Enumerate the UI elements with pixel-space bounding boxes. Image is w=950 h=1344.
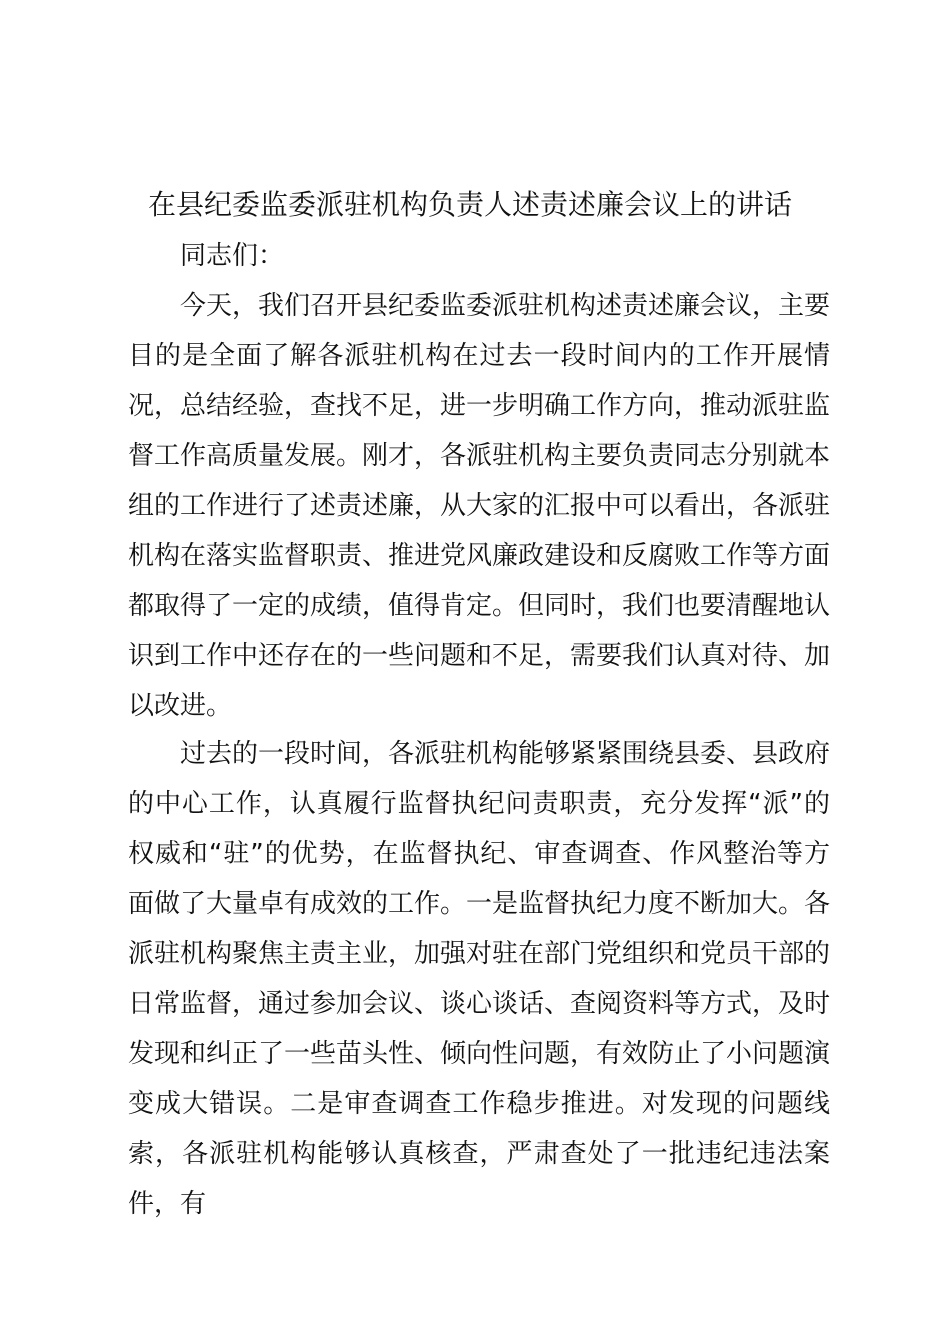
paragraph-2: 过去的一段时间，各派驻机构能够紧紧围绕县委、县政府的中心工作，认真履行监督执纪问责职责，充分发挥“派”的权威和“驻”的优势，在监督执纪、审查调查、作风整治等方面做了大量卓有成效的工作。一是监督执纪力度不断加大。各派驻机构聚焦主责主业，加强对驻在部门党组织和党员干部的日常监督，通过参加会议、谈心谈话、查阅资料等方式，及时发现和纠正了一些苗头性、倾向性问题，有效防止了小问题演变成大错误。二是审查调查工作稳步推进。对发现的问题线索，各派驻机构能够认真核查，严肃查处了一批违纪违法案件，有 — [128, 739, 831, 1219]
salutation: 同志们： — [180, 241, 285, 271]
paragraph-1: 今天，我们召开县纪委监委派驻机构述责述廉会议，主要目的是全面了解各派驻机构在过去一段时间内的工作开展情况，总结经验，查找不足，进一步明确工作方向，推动派驻监督工作高质量发展。刚才，各派驻机构主要负责同志分别就本组的工作进行了述责述廉，从大家的汇报中可以看出，各派驻机构在落实监督职责、推进党风廉政建设和反腐败工作等方面都取得了一定的成绩，值得肯定。但同时，我们也要清醒地认识到工作中还存在的一些问题和不足，需要我们认真对待、加以改进。 — [128, 291, 831, 721]
document-title: 在县纪委监委派驻机构负责人述责述廉会议上的讲话 — [148, 188, 793, 221]
